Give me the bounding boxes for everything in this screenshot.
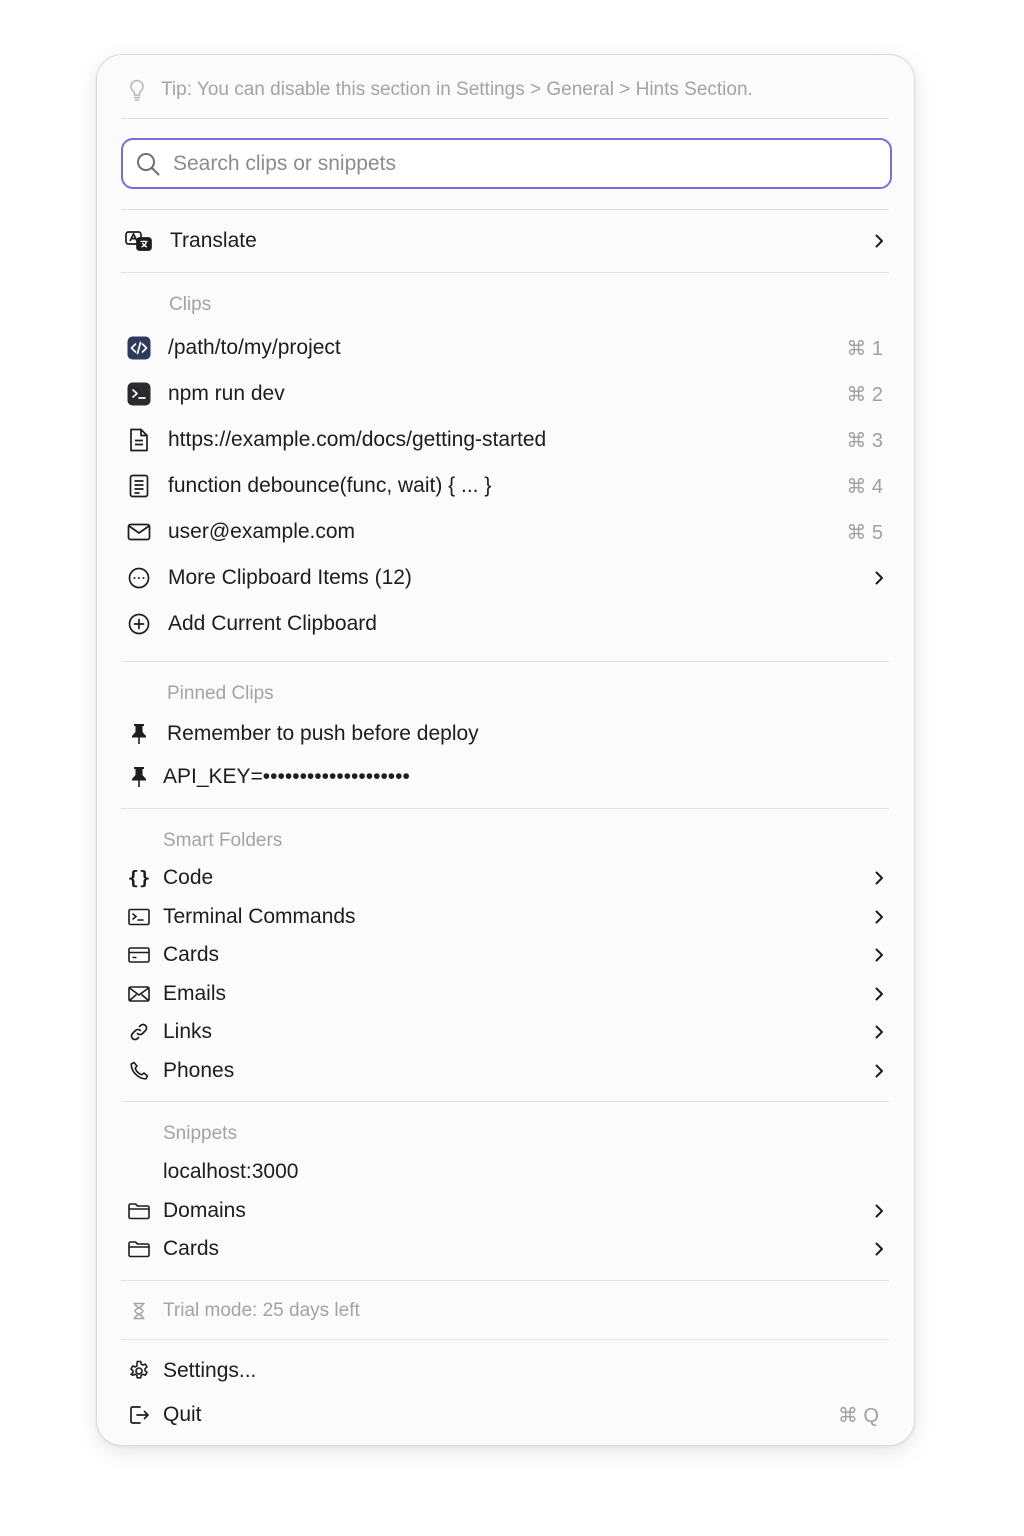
hourglass-icon — [125, 1297, 153, 1325]
quit-shortcut: ⌘ Q — [837, 1404, 879, 1427]
chevron-right-icon — [871, 1024, 887, 1040]
chevron-right-icon — [871, 947, 887, 963]
pinned-section-title: Pinned Clips — [167, 683, 274, 704]
hint-section — [129, 77, 753, 103]
clip-label: /path/to/my/project — [168, 336, 341, 359]
clips-section-title: Clips — [169, 294, 212, 315]
snippet-folder-label: Domains — [163, 1199, 246, 1222]
trial-text: Trial mode: 25 days left — [163, 1300, 360, 1321]
smart-folder-terminal-commands[interactable] — [125, 900, 887, 934]
snippet-label: localhost:3000 — [163, 1160, 299, 1183]
smart-folder-code[interactable] — [125, 861, 887, 895]
chevron-right-icon — [871, 870, 887, 886]
credit-card-icon — [125, 941, 153, 969]
divider — [121, 808, 889, 809]
mail-icon — [125, 518, 153, 546]
plus-circle-icon — [125, 610, 153, 638]
clip-label: https://example.com/docs/getting-started — [168, 428, 547, 451]
clip-item-3[interactable] — [125, 423, 887, 457]
divider — [121, 1339, 889, 1340]
lightbulb-icon — [129, 79, 145, 101]
clip-label: npm run dev — [168, 382, 285, 405]
terminal-window-icon — [125, 903, 153, 931]
search-icon — [135, 151, 161, 177]
link-icon — [125, 1018, 153, 1046]
divider — [121, 661, 889, 662]
snippet-folder-cards[interactable] — [125, 1232, 887, 1266]
envelope-icon — [125, 980, 153, 1008]
pinned-item-1[interactable] — [125, 717, 887, 751]
trial-status — [125, 1294, 887, 1328]
translate-icon — [125, 227, 153, 255]
divider — [121, 272, 889, 273]
search-box[interactable] — [121, 138, 892, 189]
snippet-folder-label: Cards — [163, 1237, 220, 1260]
clip-shortcut: ⌘ 5 — [846, 521, 883, 544]
code-file-icon — [125, 334, 153, 362]
clip-label: user@example.com — [168, 520, 356, 543]
translate-label: Translate — [170, 229, 257, 252]
divider — [121, 209, 889, 210]
clip-shortcut: ⌘ 4 — [846, 475, 883, 498]
smart-folder-label: Cards — [163, 943, 220, 966]
smart-folder-label: Terminal Commands — [163, 905, 356, 928]
quit-button[interactable] — [125, 1398, 887, 1432]
text-document-icon — [125, 472, 153, 500]
more-clipboard-items[interactable] — [125, 561, 887, 595]
clip-item-5[interactable] — [125, 515, 887, 549]
snippet-folder-domains[interactable] — [125, 1194, 887, 1228]
pin-icon — [125, 763, 153, 791]
pinned-label: Remember to push before deploy — [167, 722, 479, 745]
pinned-label: API_KEY=•••••••••••••••••••• — [163, 765, 410, 788]
clipboard-menu-panel — [96, 54, 915, 1446]
snippets-section-title: Snippets — [163, 1123, 237, 1144]
chevron-right-icon — [871, 986, 887, 1002]
folder-icon — [125, 1235, 153, 1263]
smart-folder-label: Phones — [163, 1059, 235, 1082]
exit-icon — [125, 1401, 153, 1429]
snippet-item[interactable] — [125, 1155, 887, 1189]
search-input[interactable] — [173, 152, 853, 176]
chevron-right-icon — [871, 1241, 887, 1257]
smart-folder-cards[interactable] — [125, 938, 887, 972]
smart-folder-label: Emails — [163, 982, 227, 1005]
add-current-clipboard[interactable] — [125, 607, 887, 641]
terminal-icon — [125, 380, 153, 408]
smart-folder-links[interactable] — [125, 1015, 887, 1049]
smart-folder-phones[interactable] — [125, 1054, 887, 1088]
folder-icon — [125, 1197, 153, 1225]
phone-icon — [125, 1057, 153, 1085]
smart-folder-label: Code — [163, 866, 214, 889]
divider — [121, 1101, 889, 1102]
hint-text: Tip: You can disable this section in Settings > General > Hints Section. — [161, 79, 753, 100]
chevron-right-icon — [871, 570, 887, 586]
chevron-right-icon — [871, 233, 887, 249]
settings-label: Settings... — [163, 1359, 257, 1382]
clip-shortcut: ⌘ 2 — [846, 383, 883, 406]
chevron-right-icon — [871, 909, 887, 925]
divider — [121, 1280, 889, 1281]
settings-button[interactable] — [125, 1354, 887, 1388]
add-clipboard-label: Add Current Clipboard — [168, 612, 377, 635]
braces-icon: {} — [127, 867, 151, 889]
smart-folder-label: Links — [163, 1020, 213, 1043]
more-clipboard-label: More Clipboard Items (12) — [168, 566, 412, 589]
clip-item-2[interactable] — [125, 377, 887, 411]
gear-icon — [125, 1357, 153, 1385]
smart-folder-emails[interactable] — [125, 977, 887, 1011]
clip-shortcut: ⌘ 1 — [846, 337, 883, 360]
pinned-item-2[interactable] — [125, 760, 887, 794]
smart-folders-section-title: Smart Folders — [163, 830, 283, 851]
pin-icon — [125, 720, 153, 748]
ellipsis-circle-icon — [125, 564, 153, 592]
quit-label: Quit — [163, 1403, 202, 1426]
clip-item-1[interactable] — [125, 331, 887, 365]
translate-item[interactable] — [125, 224, 887, 258]
clip-item-4[interactable] — [125, 469, 887, 503]
document-icon — [125, 426, 153, 454]
divider — [121, 118, 889, 119]
clip-label: function debounce(func, wait) { ... } — [168, 474, 492, 497]
clip-shortcut: ⌘ 3 — [846, 429, 883, 452]
chevron-right-icon — [871, 1203, 887, 1219]
chevron-right-icon — [871, 1063, 887, 1079]
